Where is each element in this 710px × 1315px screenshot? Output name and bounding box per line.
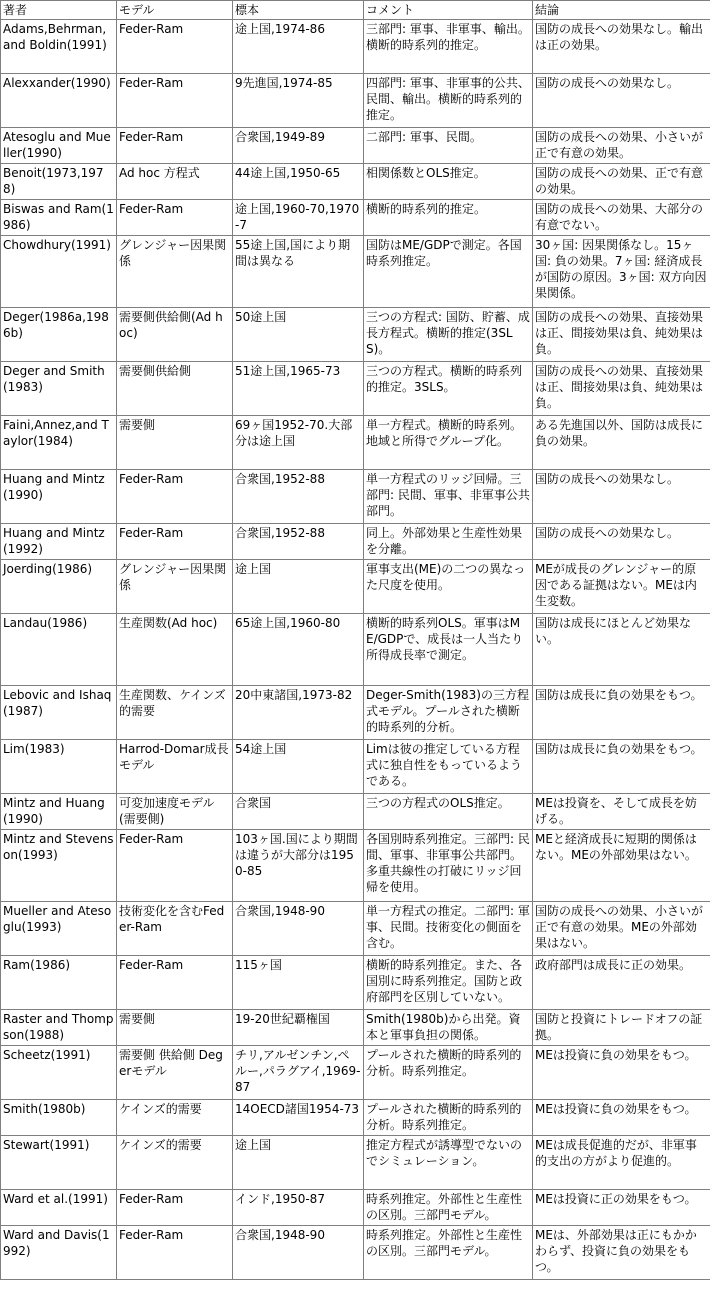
cell-conclusion: MEは投資を、そして成長を妨げる。 — [533, 794, 710, 830]
cell-conclusion: 国防の成長への効果、大部分の有意でない。 — [533, 200, 710, 236]
cell-sample: 途上国 — [233, 1136, 364, 1190]
cell-sample: 19-20世紀覇権国 — [233, 1010, 364, 1046]
cell-author: Faini,Annez,and Taylor(1984) — [1, 416, 117, 470]
cell-author: Lim(1983) — [1, 740, 117, 794]
table-row — [1, 614, 710, 686]
cell-comment: 各国別時系列推定。三部門: 民間、軍事、非軍事公共部門。多重共線性の打破にリッジ回帰を使用。 — [364, 830, 533, 902]
cell-conclusion: MEは成長促進的だが、非軍事的支出の方がより促進的。 — [533, 1136, 710, 1190]
cell-conclusion: MEは、外部効果は正にもかかわらず、投資に負の効果をもつ。 — [533, 1226, 710, 1280]
cell-sample: 65途上国,1960-80 — [233, 614, 364, 686]
cell-sample: インド,1950-87 — [233, 1190, 364, 1226]
cell-author: Deger and Smith(1983) — [1, 362, 117, 416]
cell-model: 生産関数、ケインズ的需要 — [117, 686, 233, 740]
cell-model: グレンジャー因果関係 — [117, 236, 233, 308]
cell-model: 需要側 — [117, 1010, 233, 1046]
cell-author: Ward and Davis(1992) — [1, 1226, 117, 1280]
cell-comment: 三つの方程式: 国防、貯蓄、成長方程式。横断的推定(3SLS)。 — [364, 308, 533, 362]
table-row — [1, 416, 710, 470]
cell-model: Feder-Ram — [117, 20, 233, 74]
table-row — [1, 308, 710, 362]
cell-conclusion: 国防の成長への効果なし。 — [533, 74, 710, 128]
cell-comment: 単一方程式。横断的時系列。地域と所得でグループ化。 — [364, 416, 533, 470]
cell-conclusion: MEは投資に正の効果をもつ。 — [533, 1190, 710, 1226]
cell-author: Benoit(1973,1978) — [1, 164, 117, 200]
cell-sample: 合衆国,1949-89 — [233, 128, 364, 164]
header-model: モデル — [117, 1, 233, 20]
cell-model: Feder-Ram — [117, 956, 233, 1010]
table-row — [1, 1226, 710, 1280]
cell-comment: 横断的時系列OLS。軍事はME/GDPで、成長は一人当たり所得成長率で測定。 — [364, 614, 533, 686]
table-row — [1, 1046, 710, 1100]
cell-model: 技術変化を含むFeder-Ram — [117, 902, 233, 956]
cell-conclusion: MEと経済成長に短期的関係はない。MEの外部効果はない。 — [533, 830, 710, 902]
cell-author: Atesoglu and Mueller(1990) — [1, 128, 117, 164]
cell-conclusion: 政府部門は成長に正の効果。 — [533, 956, 710, 1010]
cell-comment: Limは彼の推定している方程式に独自性をもっているようである。 — [364, 740, 533, 794]
cell-author: Biswas and Ram(1986) — [1, 200, 117, 236]
cell-model: Feder-Ram — [117, 1226, 233, 1280]
table-row — [1, 74, 710, 128]
cell-comment: 単一方程式のリッジ回帰。三部門: 民間、軍事、非軍事公共部門。 — [364, 470, 533, 524]
cell-model: Feder-Ram — [117, 470, 233, 524]
cell-model: ケインズ的需要 — [117, 1100, 233, 1136]
cell-model: 需要側 供給側 Degerモデル — [117, 1046, 233, 1100]
table-row — [1, 740, 710, 794]
cell-model: 需要側供給側 — [117, 362, 233, 416]
table-row — [1, 362, 710, 416]
table-row — [1, 956, 710, 1010]
cell-sample: 合衆国 — [233, 794, 364, 830]
cell-comment: 二部門: 軍事、民間。 — [364, 128, 533, 164]
cell-model: 可変加速度モデル(需要側) — [117, 794, 233, 830]
cell-comment: 時系列推定。外部性と生産性の区別。三部門モデル。 — [364, 1190, 533, 1226]
table-row — [1, 794, 710, 830]
cell-model: Feder-Ram — [117, 1190, 233, 1226]
cell-sample: 103ヶ国.国により期間は違うが大部分は1950-85 — [233, 830, 364, 902]
cell-sample: 20中東諸国,1973-82 — [233, 686, 364, 740]
header-author: 著者 — [1, 1, 117, 20]
cell-sample: 69ヶ国1952-70.大部分は途上国 — [233, 416, 364, 470]
cell-author: Alexxander(1990) — [1, 74, 117, 128]
cell-author: Mueller and Atesoglu(1993) — [1, 902, 117, 956]
header-comment: コメント — [364, 1, 533, 20]
cell-author: Landau(1986) — [1, 614, 117, 686]
cell-model: Feder-Ram — [117, 74, 233, 128]
cell-comment: 横断的時系列推定。また、各国別に時系列推定。国防と政府部門を区別していない。 — [364, 956, 533, 1010]
cell-conclusion: 国防の成長への効果、直接効果は正、間接効果は負、純効果は負。 — [533, 308, 710, 362]
cell-author: Huang and Mintz(1992) — [1, 524, 117, 560]
cell-author: Stewart(1991) — [1, 1136, 117, 1190]
table-row — [1, 686, 710, 740]
cell-comment: 軍事支出(ME)の二つの異なった尺度を使用。 — [364, 560, 533, 614]
cell-conclusion: 国防は成長に負の効果をもつ。 — [533, 740, 710, 794]
cell-sample: 14OECD諸国1954-73 — [233, 1100, 364, 1136]
cell-comment: Deger-Smith(1983)の三方程式モデル。プールされた横断的時系列的分析。 — [364, 686, 533, 740]
table-row — [1, 20, 710, 74]
cell-conclusion: 国防の成長への効果なし。 — [533, 524, 710, 560]
table-row — [1, 164, 710, 200]
cell-comment: 同上。外部効果と生産性効果を分離。 — [364, 524, 533, 560]
table-row — [1, 470, 710, 524]
cell-author: Mintz and Huang(1990) — [1, 794, 117, 830]
cell-conclusion: 国防の成長への効果なし。 — [533, 470, 710, 524]
cell-sample: 途上国 — [233, 560, 364, 614]
cell-conclusion: MEは投資に負の効果をもつ。 — [533, 1046, 710, 1100]
cell-sample: 合衆国,1948-90 — [233, 1226, 364, 1280]
cell-author: Scheetz(1991) — [1, 1046, 117, 1100]
header-row — [1, 1, 710, 20]
cell-model: Feder-Ram — [117, 830, 233, 902]
table-row — [1, 1136, 710, 1190]
table-row — [1, 128, 710, 164]
cell-conclusion: 国防の成長への効果なし。輸出は正の効果。 — [533, 20, 710, 74]
cell-comment: Smith(1980b)から出発。資本と軍事負担の関係。 — [364, 1010, 533, 1046]
cell-author: Joerding(1986) — [1, 560, 117, 614]
cell-author: Smith(1980b) — [1, 1100, 117, 1136]
cell-author: Huang and Mintz(1990) — [1, 470, 117, 524]
cell-conclusion: 国防の成長への効果、小さいが正で有意の効果。 — [533, 128, 710, 164]
cell-comment: 四部門: 軍事、非軍事的公共、民間、輸出。横断的時系列的推定。 — [364, 74, 533, 128]
cell-conclusion: 国防の成長への効果、小さいが正で有意の効果。MEの外部効果はない。 — [533, 902, 710, 956]
cell-comment: プールされた横断的時系列的分析。時系列推定。 — [364, 1046, 533, 1100]
cell-author: Ram(1986) — [1, 956, 117, 1010]
cell-conclusion: 国防と投資にトレードオフの証拠。 — [533, 1010, 710, 1046]
cell-sample: 合衆国,1948-90 — [233, 902, 364, 956]
cell-comment: プールされた横断的時系列的分析。時系列推定。 — [364, 1100, 533, 1136]
cell-sample: 51途上国,1965-73 — [233, 362, 364, 416]
table-row — [1, 524, 710, 560]
cell-model: Ad hoc 方程式 — [117, 164, 233, 200]
table-row — [1, 200, 710, 236]
cell-sample: 合衆国,1952-88 — [233, 524, 364, 560]
table-row — [1, 560, 710, 614]
cell-model: グレンジャー因果関係 — [117, 560, 233, 614]
cell-sample: 9先進国,1974-85 — [233, 74, 364, 128]
cell-sample: 44途上国,1950-65 — [233, 164, 364, 200]
cell-author: Raster and Thompson(1988) — [1, 1010, 117, 1046]
table-row — [1, 1100, 710, 1136]
cell-sample: 55途上国,国により期間は異なる — [233, 236, 364, 308]
cell-comment: 三つの方程式のOLS推定。 — [364, 794, 533, 830]
cell-comment: 推定方程式が誘導型でないのでシミュレーション。 — [364, 1136, 533, 1190]
cell-author: Ward et al.(1991) — [1, 1190, 117, 1226]
cell-model: 需要側 — [117, 416, 233, 470]
cell-author: Deger(1986a,1986b) — [1, 308, 117, 362]
cell-model: Feder-Ram — [117, 524, 233, 560]
table-row — [1, 1010, 710, 1046]
cell-conclusion: 国防は成長にほとんど効果ない。 — [533, 614, 710, 686]
cell-conclusion: 30ヶ国: 因果関係なし。15ヶ国: 負の効果。7ヶ国: 経済成長が国防の原因。3ヶ国: 双方向因果関係。 — [533, 236, 710, 308]
cell-sample: 54途上国 — [233, 740, 364, 794]
cell-sample: 途上国,1974-86 — [233, 20, 364, 74]
cell-model: 需要側供給側(Ad hoc) — [117, 308, 233, 362]
cell-model: Feder-Ram — [117, 200, 233, 236]
cell-author: Lebovic and Ishaq(1987) — [1, 686, 117, 740]
cell-conclusion: 国防の成長への効果、正で有意の効果。 — [533, 164, 710, 200]
cell-sample: 115ヶ国 — [233, 956, 364, 1010]
cell-sample: 合衆国,1952-88 — [233, 470, 364, 524]
cell-model: Harrod-Domar成長モデル — [117, 740, 233, 794]
cell-comment: 三つの方程式。横断的時系列的推定。3SLS。 — [364, 362, 533, 416]
cell-sample: チリ,アルゼンチン,ペルー,パラグアイ,1969-87 — [233, 1046, 364, 1100]
cell-conclusion: MEは投資に負の効果をもつ。 — [533, 1100, 710, 1136]
header-sample: 標本 — [233, 1, 364, 20]
cell-conclusion: 国防の成長への効果、直接効果は正、間接効果は負、純効果は負。 — [533, 362, 710, 416]
header-conclusion: 結論 — [533, 1, 710, 20]
cell-comment: 相関係数とOLS推定。 — [364, 164, 533, 200]
table-body — [1, 20, 710, 1280]
cell-comment: 国防はME/GDPで測定。各国時系列推定。 — [364, 236, 533, 308]
cell-author: Chowdhury(1991) — [1, 236, 117, 308]
cell-conclusion: MEが成長のグレンジャー的原因である証拠はない。MEは内生変数。 — [533, 560, 710, 614]
cell-sample: 途上国,1960-70,1970-7 — [233, 200, 364, 236]
table-row — [1, 1190, 710, 1226]
cell-comment: 単一方程式の推定。二部門: 軍事、民間。技術変化の側面を含む。 — [364, 902, 533, 956]
cell-model: 生産関数(Ad hoc) — [117, 614, 233, 686]
table-row — [1, 902, 710, 956]
table-row — [1, 236, 710, 308]
cell-conclusion: 国防は成長に負の効果をもつ。 — [533, 686, 710, 740]
cell-sample: 50途上国 — [233, 308, 364, 362]
cell-comment: 横断的時系列的推定。 — [364, 200, 533, 236]
cell-author: Adams,Behrman, and Boldin(1991) — [1, 20, 117, 74]
cell-model: Feder-Ram — [117, 128, 233, 164]
cell-conclusion: ある先進国以外、国防は成長に負の効果。 — [533, 416, 710, 470]
cell-model: ケインズ的需要 — [117, 1136, 233, 1190]
cell-comment: 三部門: 軍事、非軍事、輸出。横断的時系列的推定。 — [364, 20, 533, 74]
table-row — [1, 830, 710, 902]
cell-comment: 時系列推定。外部性と生産性の区別。三部門モデル。 — [364, 1226, 533, 1280]
cell-author: Mintz and Stevenson(1993) — [1, 830, 117, 902]
